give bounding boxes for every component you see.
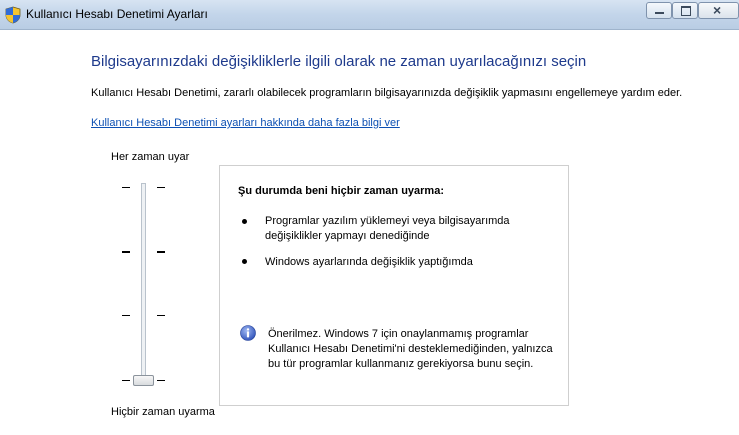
info-icon [240, 325, 256, 341]
uac-shield-icon [5, 6, 21, 24]
slider-thumb[interactable] [133, 375, 154, 386]
recommendation-note: Önerilmez. Windows 7 için onaylanmamış programlar Kullanıcı Hesabı Denetimi'ni desteklemediğinden, yalnızca bu tür programlar kullanmanız gerekiyorsa bunu seçin. [268, 328, 553, 370]
description-text: Kullanıcı Hesabı Denetimi, zararlı olabilecek programların bilgisayarınızda değişiklik yapmasını engellemeye yardım eder. [91, 87, 683, 99]
list-item: Programlar yazılım yüklemeyi veya bilgisayarımda değişiklikler yapmayı denediğinde [265, 215, 510, 242]
close-icon: × [713, 2, 722, 18]
slider-tick [157, 380, 165, 381]
window-title: Kullanıcı Hesabı Denetimi Ayarları [26, 7, 208, 21]
minimize-button[interactable] [646, 2, 672, 19]
title-bar[interactable] [0, 0, 739, 30]
slider-tick [122, 380, 130, 381]
slider-tick [122, 315, 130, 316]
slider-tick [157, 251, 165, 253]
slider-tick [157, 187, 165, 188]
close-button[interactable] [698, 2, 739, 19]
page-heading: Bilgisayarınızdaki değişikliklerle ilgili olarak ne zaman uyarılacağınızı seçin [91, 53, 587, 70]
bullet-icon [242, 219, 247, 224]
maximize-button[interactable] [672, 2, 698, 19]
list-item: Windows ayarlarında değişiklik yaptığımda [265, 256, 473, 268]
slider-tick [157, 315, 165, 316]
panel-title: Şu durumda beni hiçbir zaman uyarma: [238, 185, 444, 197]
slider-tick [122, 187, 130, 188]
slider-tick [122, 251, 130, 253]
bullet-icon [242, 259, 247, 264]
slider-track[interactable] [141, 183, 146, 383]
setting-description-panel [219, 165, 569, 406]
slider-top-label: Her zaman uyar [111, 151, 190, 163]
more-info-link[interactable]: Kullanıcı Hesabı Denetimi ayarları hakkında daha fazla bilgi ver [91, 117, 400, 129]
slider-bottom-label: Hiçbir zaman uyarma [111, 406, 215, 418]
